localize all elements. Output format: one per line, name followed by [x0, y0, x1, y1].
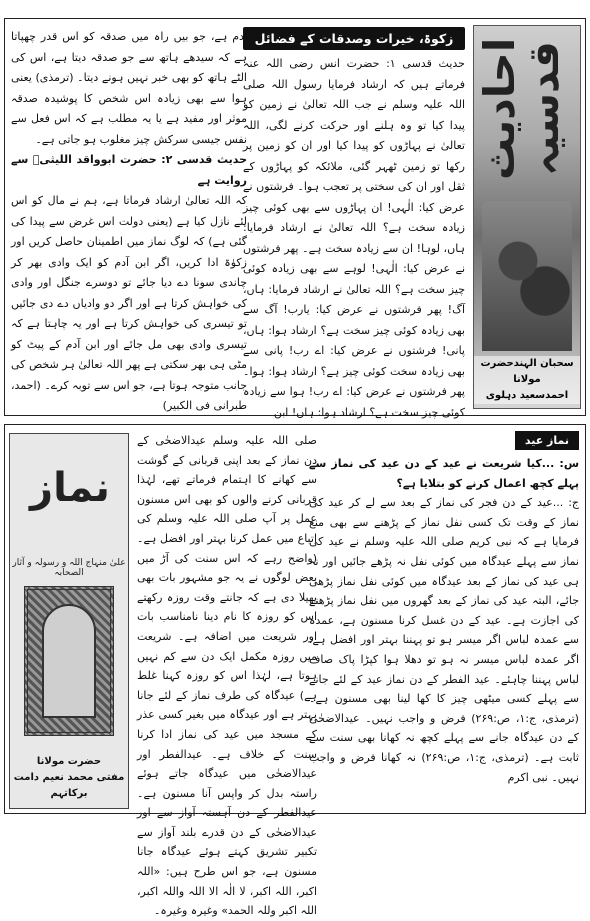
eid-middle-column — [137, 431, 317, 918]
hadith-2-heading: حدیث قدسی ۲: حضرت ابوواقد اللیثیؓ سے روایت ہے — [11, 153, 247, 187]
hadith-qudsi-title-art: احادیث قدسیہ — [475, 37, 568, 181]
illustration — [482, 201, 572, 351]
author-line-2: احمدسعید دہلوی — [485, 390, 569, 401]
article-left-column — [11, 27, 247, 411]
article-eid-prayer — [4, 424, 586, 918]
answer-continuation: صلی اللہ علیہ وسلم عیدالاضحٰی کے دن نماز کے بعد اپنی قربانی کے گوشت سے کھانے کا اہتمام فرماتے تھے، لہٰذا قربانی کرنے والوں کو بھی اس مسنون عمل پر آپ صلی اللہ علیہ وسلم کی اتباع میں عمل کرنا بہتر اور افضل ہے۔ (واضح رہے کہ اس سنت کی آڑ میں بعض لوگوں نے یہ جو مشہور بات بھی پھیلا دی ہے کہ جانتے وقت روزہ رکھتے اس کو روزہ کا نام دینا نامناسب بات اور شریعت میں اضافہ ہے۔ شریعت میں روزہ مکمل ایک دن سے کم نہیں ہوتا ہے، لہٰذا اس کو روزہ کہنا غلط ہے) عیدگاہ کی طرف نماز کے لئے جانا بہتر ہے اور عیدگاہ میں بغیر کسی عذر کے مسجد میں عید کی نماز ادا کرنا سنت کے خلاف ہے۔ عیدالفطر اور عیدالاضحٰی میں عیدگاہ جاتے ہوئے راستہ بدل کر واپس آنا مسنون ہے۔ عیدالفطر کے دن آہستہ آواز سے اور عیدالاضحٰی کے دن قدرے بلند آواز سے تکبیر تشریق کہتے ہوئے عیدگاہ جانا مسنون ہے، جو اس طرح ہیں: «اللہ اکبر، اللہ اکبر، لا الٰہ الا اللہ واللہ اکبر، اللہ اکبر وللہ الحمد» وغیرہ وغیرہ۔ — [137, 434, 317, 918]
section-banner: زکوۃ، خیرات وصدقات کے فضائل — [243, 27, 465, 50]
author-line-1: سحبان الہندحضرت مولانا — [480, 358, 574, 385]
author-line-1: حضرت مولانا — [36, 756, 102, 767]
namaz-title-art: نماز — [30, 465, 110, 511]
eid-right-column — [309, 429, 579, 809]
article-zakat — [4, 18, 586, 419]
author-line-2: مفتی محمد نعیم دامت برکاتہم — [13, 772, 125, 799]
article-middle-column — [243, 27, 465, 419]
answer-text: ج: ...عید کے دن فجر کی نماز کے بعد سے لے کر عید کی نماز کے وقت تک کسی نفل نماز کے پڑھنے سے بھی منع فرمایا ہے کہ نبی کریم صلی اللہ علیہ وسلم نے عید کی نماز سے پہلے عیدگاہ میں کوئی نفل نہ پڑھے جائیں اور نہ ہی عید کی نماز کے بعد عیدگاہ میں کوئی نفل نماز پڑھی جائے، البتہ عید کی نماز کے بعد گھروں میں نفل نماز پڑھنے کی اجازت ہے۔ عید کے دن غسل کرنا مسنون ہے، عمدہ سے عمدہ لباس اگر میسر ہو تو پہننا بہتر اور افضل ہے، اگر عمدہ لباس میسر نہ ہو تو دھلا ہوا کپڑا پاک صاف لباس پہننا چاہئے۔ عید الفطر کے دن نماز عید کے لئے جانے سے پہلے کسی میٹھی چیز کا کھا لینا بھی مسنون ہے۔ (ترمذی، ج:۱، ص:۲۶۹) فرض و واجب نہیں۔ عیدالاضحٰی کے دن عیدگاہ جانے سے پہلے کچھ نہ کھانا بھی سنت سے ثابت ہے۔ (ترمذی، ج:۱، ص:۲۶۹) نہ کھانا فرض و واجب نہیں۔ نبی اکرم — [309, 496, 579, 784]
hadith-2-text: کہ اللہ تعالیٰ ارشاد فرماتا ہے، ہم نے مال کو اس لئے نازل کیا ہے (یعنی دولت اس غرض سے پیدا کی گئی ہے) کہ لوگ نماز میں اطمینان حاصل کریں اور زکوٰۃ ادا کریں، اگر ابن آدم کو ایک وادی بھر کر چاندی سونا دے دیا جائے تو دوسرے جنگل اور وادی کی خواہش کرتا ہے اور اگر دو وادیاں دے دی جائیں تو تیسری کی خواہش کرتا ہے اور یہ چاہتا ہے کہ تیسری وادی بھی مل جائے اور ابن آدم کے پیٹ کو مٹی ہی بھر سکتی ہے پھر اللہ تعالیٰ ہر شخص کی جانب متوجہ ہوتا ہے، جو اس سے توبہ کرے۔ (احمد، طبرانی فی الکبیر) — [11, 194, 247, 412]
question-text: س: ...کیا شریعت نے عید کے دن عید کی نماز سے پہلے کچھ اعمال کرنے کو بتلایا ہے؟ — [309, 457, 579, 490]
author-credit — [474, 356, 580, 404]
section-tag: نماز عید — [515, 431, 579, 450]
image-caption: علیٰ منہاج اللہ و رسولہ و آثار الصحابہ — [12, 558, 126, 578]
hadith-1-continuation: آدم ہے، جو بیں راہ میں صدقہ کو اس قدر چھپاتا ہے کہ سیدھے ہاتھ سے جو صدقہ دیتا ہے، اس کی الٹے ہاتھ کو بھی خبر نہیں ہونے دیتا۔ (ترمذی) یعنی ہوا سے بھی زیادہ اس شخص کا پوشیدہ صدقہ موثر اور مفید ہے یا یہ مطلب ہے کہ اس فعل سے نفس جیسی سرکش چیز مغلوب ہو جاتی ہے۔ — [11, 30, 247, 146]
hadith-1-text: حدیث قدسی ۱: حضرت انس رضی اللہ عنہ فرماتے ہیں کہ ارشاد فرمایا رسول اللہ صلی اللہ علیہ وسلم نے جب اللہ تعالیٰ نے زمین کو پیدا کیا تو وہ ہلنے اور حرکت کرنے لگی، اللہ تعالیٰ نے پہاڑوں کو پیدا کیا اور ان کو زمین پر رکھا تو زمین ٹھہر گئی، ملائکہ کو پہاڑوں کے ثقل اور ان کی سختی پر تعجب ہوا۔ فرشتوں نے عرض کیا: الٰہی! ان پہاڑوں سے بھی کوئی چیز زیادہ سخت ہے؟ اللہ تعالیٰ نے ارشاد فرمایا: ہاں، لوہا! ان سے زیادہ سخت ہے۔ پھر فرشتوں نے عرض کیا: الٰہی! لوہے سے بھی زیادہ کوئی چیز سخت ہے؟ اللہ تعالیٰ نے ارشاد فرمایا: ہاں، آگ! پھر فرشتوں نے عرض کیا: یارب! آگ سے بھی زیادہ کوئی چیز سخت ہے؟ ارشاد ہوا: ہاں، پانی! فرشتوں نے عرض کیا: اے رب! پانی سے بھی زیادہ سخت کوئی چیز ہے؟ ارشاد ہوا: ہوا۔ پھر فرشتوں نے عرض کیا: اے رب! ہوا سے زیادہ کوئی چیز سخت ہے؟ ارشاد ہوا: ہاں! ابن — [243, 57, 465, 419]
hadith-qudsi-header-image — [473, 25, 581, 409]
namaz-header-image — [9, 433, 129, 809]
author-credit — [10, 754, 128, 802]
prayer-rug-illustration — [24, 586, 114, 736]
